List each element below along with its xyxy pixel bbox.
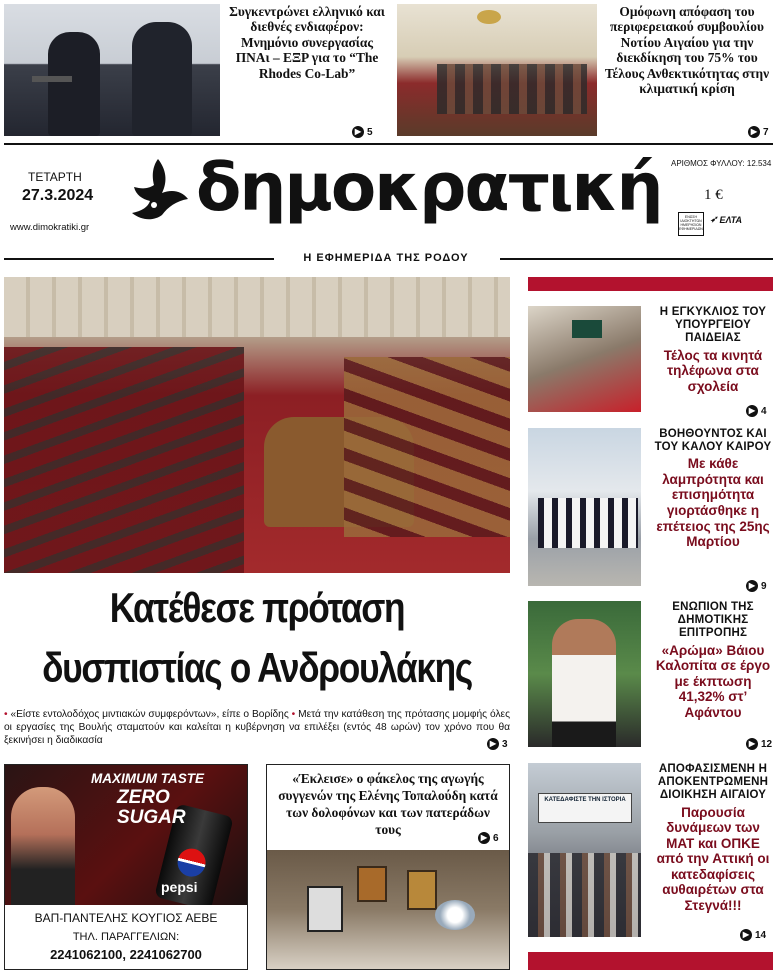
sidebar-photo-parade (528, 428, 641, 586)
top-story-1-headline: Συγκεντρώνει ελληνικό και διεθνές ενδιαφέρον: Μνημόνιο συνεργασίας ΠΝΑι – ΕΞΡ για το “The Rhodes Co-Lab” (229, 4, 385, 81)
masthead-title: δημοκρατική (196, 149, 662, 226)
arrow-icon: ▶ (748, 126, 760, 138)
sidebar-kicker: ΑΠΟΦΑΣΙΣΜΕΝΗ Η ΑΠΟΚΕΝΤΡΩΜΕΝΗ ΔΙΟΙΚΗΣΗ ΑΙΓΑΙΟΥ (657, 763, 769, 802)
sidebar-photo-portrait (528, 601, 641, 747)
person-figure (48, 32, 100, 136)
sidebar-kicker: ΕΝΩΠΙΟΝ ΤΗΣ ΔΗΜΟΤΙΚΗΣ ΕΠΙΤΡΟΠΗΣ (672, 601, 754, 640)
masthead-rule-right (500, 258, 773, 260)
sidebar-item-4 (652, 763, 774, 913)
sidebar-title: Τέλος τα κινητά τηλέφωνα στα σχολεία (663, 347, 763, 394)
flowers (435, 900, 475, 930)
top-left-photo (4, 4, 220, 136)
masthead-date: 27.3.2024 (22, 187, 94, 204)
sidebar-kicker: ΒΟΗΘΟΥΝΤΟΣ ΚΑΙ ΤΟΥ ΚΑΛΟΥ ΚΑΙΡΟΥ (654, 428, 772, 454)
person-figure (132, 22, 192, 136)
pepsi-globe-icon (175, 846, 209, 880)
chandelier-icon (477, 10, 501, 24)
portrait-frame (307, 886, 343, 932)
bird-icon: ➶ (710, 214, 718, 224)
masthead-rule-top (4, 143, 773, 145)
seat-rows (4, 347, 244, 573)
sidebar-photo-protest (528, 763, 641, 937)
publishers-union-badge: ΕΝΩΣΗ ΙΔΙΟΚΤΗΤΩΝ ΗΜΕΡΗΣΙΩΝ ΕΦΗΜΕΡΙΔΩΝ (678, 212, 704, 236)
middle-story-headline: «Έκλεισε» ο φάκελος της αγωγής συγγενών της Ελένης Τοπαλούδη κατά των δολοφόνων και των πατεράδων τους (278, 771, 498, 837)
sidebar-title: Με κάθε λαμπρότητα και επισημότητα γιορτάσθηκε η επέτειος της 25ης Μαρτίου (656, 456, 770, 550)
sidebar-kicker: Η ΕΓΚΥΚΛΙΟΣ ΤΟΥ ΥΠΟΥΡΓΕΙΟΥ ΠΑΙΔΕΙΑΣ (659, 306, 767, 345)
ad-tagline-2: ZERO (117, 787, 170, 808)
page-ref: ▶ 7 (748, 126, 769, 138)
arrow-icon: ▶ (746, 405, 758, 417)
woman-figure (11, 787, 75, 905)
sidebar-item-2 (652, 428, 774, 550)
icon-frame (357, 866, 387, 902)
icon-frame (407, 870, 437, 910)
masthead-website: www.dimokratiki.gr (10, 222, 90, 233)
ad-tagline-3: SUGAR (117, 807, 186, 828)
page-ref: ▶ 5 (352, 126, 373, 138)
ad-orders-label: ΤΗΛ. ΠΑΡΑΓΓΕΛΙΩΝ: (72, 931, 180, 943)
page-ref: ▶ 6 (478, 832, 499, 844)
wood-benches (344, 357, 510, 537)
person-figure (552, 619, 616, 747)
arrow-icon: ▶ (478, 832, 490, 844)
masthead-rule-left (4, 258, 274, 260)
marching-students (538, 498, 638, 548)
ad-brand: pepsi (161, 879, 198, 895)
ad-phones: 2241062100, 2241062700 (50, 947, 202, 962)
page-ref: ▶ 14 (740, 929, 766, 941)
ad-visual (5, 765, 247, 905)
arrow-icon: ▶ (352, 126, 364, 138)
protest-sign: ΚΑΤΕΔΑΦΙΣΤΕ ΤΗΝ ΙΣΤΟΡΙΑ (538, 793, 632, 823)
sidebar-top-bar (528, 277, 773, 291)
arrow-icon: ▶ (746, 580, 758, 592)
lead-summary: • «Είστε εντολοδόχος μιντιακών συμφερόντων», είπε ο Βορίδης • Μετά την κατάθεση της πρότασης μομφής όλες οι εργασίες της Βουλής σταματούν και καλείται η κυβέρνηση να επιλέξει (εντός 48 ωρών) τον χρόνο που θα ξεκινήσει η διαδικασία (4, 709, 510, 746)
top-right-photo (397, 4, 597, 136)
crowd (528, 853, 641, 937)
masthead-day: ΤΕΤΑΡΤΗ (28, 170, 82, 184)
bullet: • (291, 709, 299, 720)
microphone (32, 76, 72, 82)
page-ref: ▶ 3 (487, 738, 508, 750)
elta-logo: ➶ ΕΛΤΑ (710, 214, 743, 225)
arrow-icon: ▶ (740, 929, 752, 941)
sidebar-photo-classroom (528, 306, 641, 412)
lead-photo-parliament (4, 277, 510, 573)
pepsi-advertisement (4, 764, 248, 970)
memorial-photo (267, 850, 509, 969)
masthead-issue: ΑΡΙΘΜΟΣ ΦΥΛΛΟΥ: 12.534 (671, 159, 772, 168)
masthead-price: 1 € (704, 187, 723, 203)
parliament-wall (4, 277, 510, 337)
sidebar-item-3 (652, 601, 774, 720)
sidebar-title: «Αρώμα» Βάιου Καλοπίτα σε έργο με έκπτωση 41,32% στ’ Αφάντου (655, 642, 771, 720)
ad-company: ΒΑΠ-ΠΑΝΤΕΛΗΣ ΚΟΥΓΙΟΣ ΑΕΒΕ (34, 911, 218, 925)
page-ref: ▶ 4 (746, 405, 767, 417)
ad-tagline-1: MAXIMUM TASTE (91, 771, 204, 786)
dove-logo-icon (128, 155, 190, 227)
lead-headline-line1: Κατέθεσε πρόταση (109, 584, 405, 631)
bullet: • (4, 709, 11, 720)
sidebar-item-1 (652, 306, 774, 394)
sidebar-title: Παρουσία δυνάμεων των ΜΑΤ και ΟΠΚΕ από την Αττική οι κατεδαφίσεις αυθαιρέτων στα Στεγνά!!! (656, 804, 770, 913)
top-story-2-headline: Ομόφωνη απόφαση του περιφερειακού συμβουλίου Νοτίου Αιγαίου για την διεκδίκηση του 75% του Τέλους Ανθεκτικότητας στην κλιματική κρίση (604, 4, 770, 97)
screen (572, 320, 602, 338)
arrow-icon: ▶ (746, 738, 758, 750)
arrow-icon: ▶ (487, 738, 499, 750)
sidebar-bottom-bar (528, 952, 773, 970)
page-ref: ▶ 12 (746, 738, 772, 750)
page-ref: ▶ 9 (746, 580, 767, 592)
lead-headline-line2: δυσπιστίας ο Ανδρουλάκης (42, 644, 472, 691)
audience (437, 64, 587, 114)
masthead-subtitle: Η ΕΦΗΜΕΡΙΔΑ ΤΗΣ ΡΟΔΟΥ (303, 252, 469, 264)
